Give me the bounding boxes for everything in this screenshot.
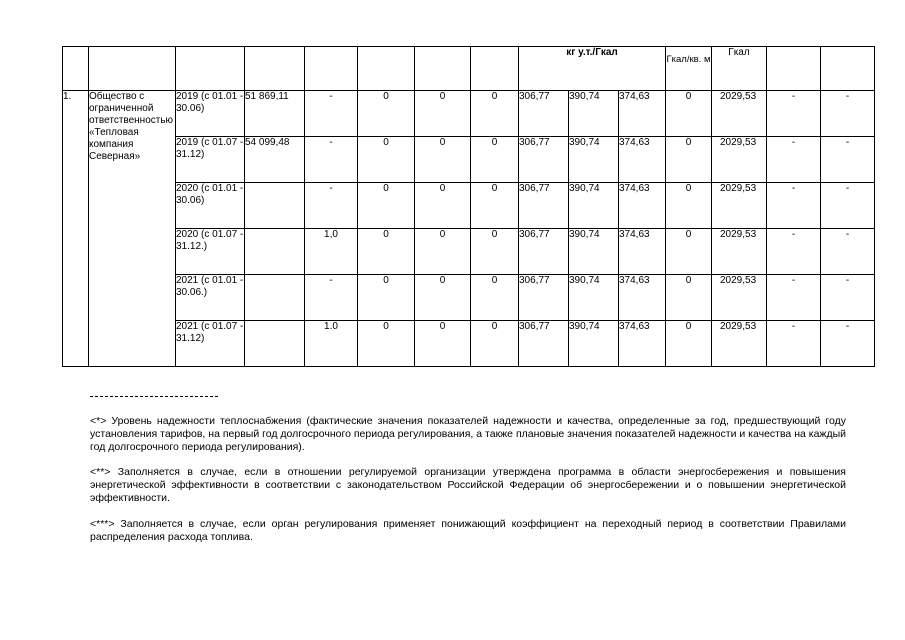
value-cell-v4: 0 <box>415 321 471 367</box>
value-cell-d1: - <box>767 137 821 183</box>
value-cell-d2: - <box>821 275 875 321</box>
footnote-2 <box>90 466 846 505</box>
value-cell-v3: 0 <box>358 275 415 321</box>
period-cell: 2019 (с 01.01 - 30.06) <box>176 91 245 137</box>
table-row <box>63 91 875 137</box>
value-cell-v5: 0 <box>471 183 519 229</box>
value-cell-v4: 0 <box>415 91 471 137</box>
value-cell-g2: 2029,53 <box>712 229 767 275</box>
header-cell <box>358 47 415 91</box>
period-cell: 2019 (с 01.07 - 31.12) <box>176 137 245 183</box>
value-cell-f2: 390,74 <box>569 321 619 367</box>
header-cell <box>305 47 358 91</box>
table-row <box>63 275 875 321</box>
value-cell-g2: 2029,53 <box>712 275 767 321</box>
tariff-indicators-table <box>62 46 875 367</box>
value-cell-f3: 374,63 <box>619 275 666 321</box>
value-cell-v4: 0 <box>415 137 471 183</box>
header-cell <box>63 47 89 91</box>
value-cell-g2: 2029,53 <box>712 137 767 183</box>
value-cell-v5: 0 <box>471 321 519 367</box>
value-cell-d2: - <box>821 321 875 367</box>
table-row <box>63 321 875 367</box>
footnote-2-text: <**> Заполняется в случае, если в отношении регулируемой организации утверждена программа в области энергосбережения и повышения энергетической эффективности в соответствии с законодательством Российской Федерации об энергосбережении и о повышении энергетической эффективности. <box>90 466 846 504</box>
value-cell-g1: 0 <box>666 275 712 321</box>
value-cell-f1: 306,77 <box>519 137 569 183</box>
header-fuel-unit: кг у.т./Гкал <box>519 47 666 91</box>
header-row <box>63 47 875 91</box>
value-cell-v1 <box>245 183 305 229</box>
value-cell-v2: - <box>305 137 358 183</box>
footnote-1 <box>90 415 846 454</box>
value-cell-d1: - <box>767 229 821 275</box>
value-cell-g1: 0 <box>666 91 712 137</box>
value-cell-d1: - <box>767 183 821 229</box>
period-cell: 2021 (с 01.01 - 30.06.) <box>176 275 245 321</box>
value-cell-v3: 0 <box>358 321 415 367</box>
value-cell-g2: 2029,53 <box>712 183 767 229</box>
value-cell-g1: 0 <box>666 183 712 229</box>
value-cell-v1 <box>245 321 305 367</box>
value-cell-f3: 374,63 <box>619 229 666 275</box>
value-cell-g2: 2029,53 <box>712 321 767 367</box>
value-cell-d2: - <box>821 137 875 183</box>
value-cell-d2: - <box>821 183 875 229</box>
value-cell-v4: 0 <box>415 183 471 229</box>
period-cell: 2021 (с 01.07 - 31.12) <box>176 321 245 367</box>
value-cell-v5: 0 <box>471 275 519 321</box>
footnote-3-text: <***> Заполняется в случае, если орган регулирования применяет понижающий коэффициент на переходный период в соответствии Правилами распределения расхода топлива. <box>90 518 846 543</box>
footnote-1-text: <*> Уровень надежности теплоснабжения (фактические значения показателей надежности и качества, определенные за год, предшествующий году установления тарифов, на первый год долгосрочного периода регулирования, а также плановые значения показателей надежности и качества на каждый год долгосрочного периода регулирования). <box>90 415 846 453</box>
value-cell-g2: 2029,53 <box>712 91 767 137</box>
value-cell-v1 <box>245 275 305 321</box>
value-cell-f2: 390,74 <box>569 91 619 137</box>
value-cell-v3: 0 <box>358 229 415 275</box>
value-cell-d2: - <box>821 229 875 275</box>
value-cell-f3: 374,63 <box>619 91 666 137</box>
value-cell-f2: 390,74 <box>569 183 619 229</box>
value-cell-g1: 0 <box>666 321 712 367</box>
header-cell <box>415 47 471 91</box>
value-cell-v1 <box>245 229 305 275</box>
header-cell <box>245 47 305 91</box>
value-cell-v1: 51 869,11 <box>245 91 305 137</box>
header-cell <box>471 47 519 91</box>
value-cell-v1: 54 099,48 <box>245 137 305 183</box>
value-cell-f1: 306,77 <box>519 321 569 367</box>
value-cell-f1: 306,77 <box>519 183 569 229</box>
value-cell-f3: 374,63 <box>619 137 666 183</box>
period-cell: 2020 (с 01.07 - 31.12.) <box>176 229 245 275</box>
value-cell-f2: 390,74 <box>569 275 619 321</box>
header-cell <box>767 47 821 91</box>
table-row <box>63 229 875 275</box>
value-cell-f3: 374,63 <box>619 321 666 367</box>
period-cell: 2020 (с 01.01 - 30.06) <box>176 183 245 229</box>
value-cell-v2: - <box>305 275 358 321</box>
value-cell-d1: - <box>767 275 821 321</box>
value-cell-v3: 0 <box>358 91 415 137</box>
header-cell <box>176 47 245 91</box>
value-cell-v5: 0 <box>471 229 519 275</box>
organization-name: Общество с ограниченной ответственностью «Тепловая компания Северная» <box>89 91 176 367</box>
value-cell-v2: 1,0 <box>305 229 358 275</box>
value-cell-v2: 1.0 <box>305 321 358 367</box>
value-cell-g1: 0 <box>666 137 712 183</box>
footnote-3 <box>90 518 846 544</box>
value-cell-f1: 306,77 <box>519 229 569 275</box>
footnote-separator <box>90 396 218 397</box>
value-cell-v3: 0 <box>358 183 415 229</box>
value-cell-g1: 0 <box>666 229 712 275</box>
value-cell-d1: - <box>767 91 821 137</box>
header-gkal-unit: Гкал <box>712 47 767 91</box>
value-cell-f2: 390,74 <box>569 229 619 275</box>
value-cell-v3: 0 <box>358 137 415 183</box>
header-cell <box>821 47 875 91</box>
table-row <box>63 183 875 229</box>
row-number: 1. <box>63 91 89 367</box>
value-cell-f2: 390,74 <box>569 137 619 183</box>
value-cell-d2: - <box>821 91 875 137</box>
value-cell-f1: 306,77 <box>519 275 569 321</box>
value-cell-v4: 0 <box>415 229 471 275</box>
header-gkal-m2-unit: Гкал/кв. м <box>666 47 712 91</box>
value-cell-v5: 0 <box>471 91 519 137</box>
value-cell-v2: - <box>305 183 358 229</box>
value-cell-d1: - <box>767 321 821 367</box>
value-cell-v4: 0 <box>415 275 471 321</box>
value-cell-f1: 306,77 <box>519 91 569 137</box>
value-cell-v5: 0 <box>471 137 519 183</box>
value-cell-f3: 374,63 <box>619 183 666 229</box>
header-cell <box>89 47 176 91</box>
table-row <box>63 137 875 183</box>
value-cell-v2: - <box>305 91 358 137</box>
